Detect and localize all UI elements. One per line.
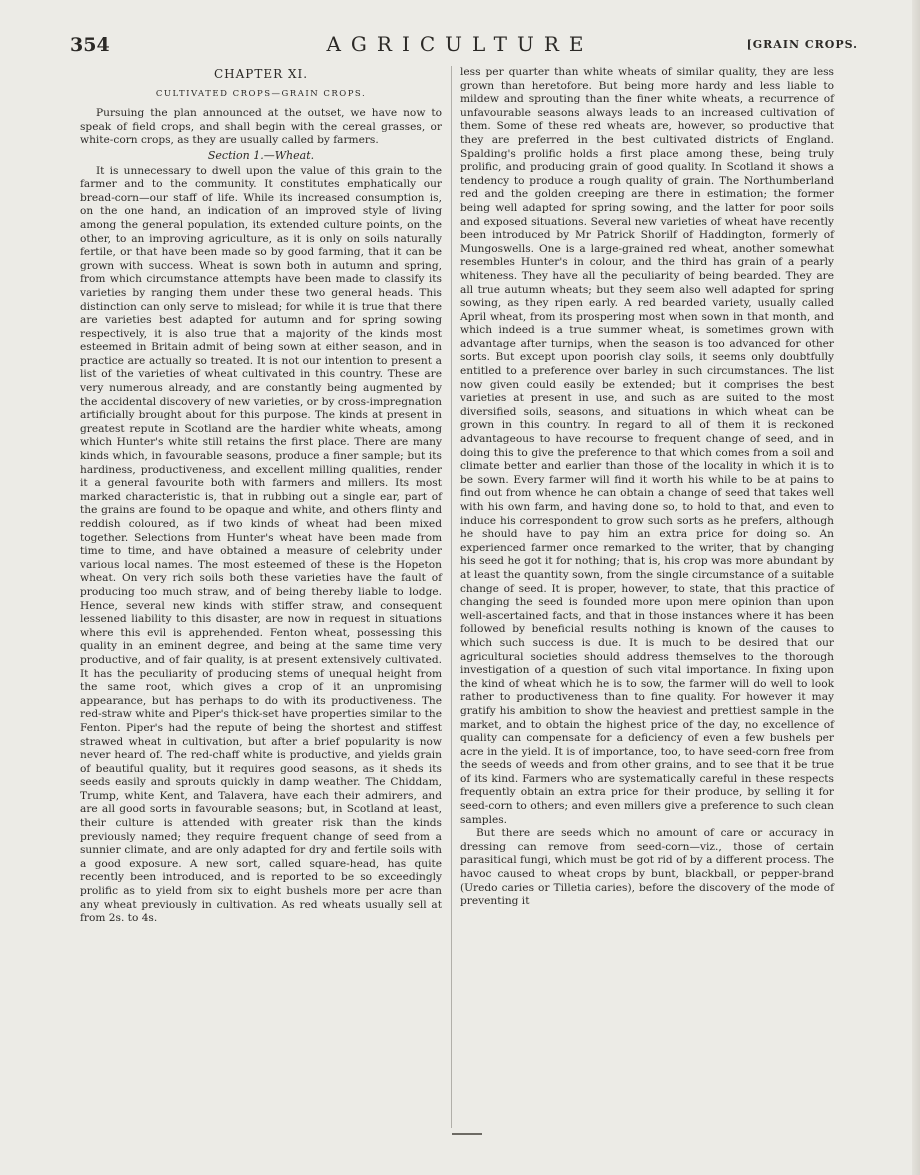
left-column	[80, 66, 442, 926]
body-paragraph: It is unnecessary to dwell upon the value of this grain to the farmer and to the community. It constitutes emphatically our bread-corn—our staff of life. While its increased consumption is, on the one hand, an indication of an improved style of living among the general population, its extended culture points, on the other, to an improving agriculture, as it is only on soils naturally fertile, or that have been made so by good farming, that it can be grown with success. Wheat is sown both in autumn and spring, from which circumstance attempts have been made to classify its varieties by ranging them under these two general heads. This distinction can only serve to mislead; for while it is true that there are varieties best adapted for autumn and for spring sowing respectively, it is also true that a majority of the kinds most esteemed in Britain admit of being sown at either season, and in practice are actually so treated. It is not our intention to present a list of the varieties of wheat cultivated in this country. These are very numerous already, and are constantly being augmented by the accidental discovery of new varieties, or by cross-impregnation artificially brought about for this purpose. The kinds at present in greatest repute in Scotland are the hardier white wheats, among which Hunter's white still retains the first place. There are many kinds which, in favourable seasons, produce a finer sample; but its hardiness, productiveness, and excellent milling qualities, render it a general favourite both with farmers and millers. Its most marked characteristic is, that in rubbing out a single ear, part of the grains are found to be opaque and white, and others flinty and reddish coloured, as if two kinds of wheat had been mixed together. Selections from Hunter's wheat have been made from time to time, and have obtained a measure of celebrity under various local names. The most esteemed of these is the Hopeton wheat. On very rich soils both these varieties have the fault of producing too much straw, and of being thereby liable to lodge. Hence, several new kinds with stiffer straw, and consequent lessened liability to this disaster, are now in request in situations where this evil is apprehended. Fenton wheat, possessing this quality in an eminent degree, and being at the same time very productive, and of fair quality, is at present extensively cultivated. It has the peculiarity of producing stems of unequal height from the same root, which gives a crop of it an unpromising appearance, but has perhaps to do with its productiveness. The red-straw white and Piper's thick-set have properties similar to the Fenton. Piper's had the repute of being the shortest and stiffest strawed wheat in cultivation, but after a brief popularity is now never heard of. The red-chaff white is productive, and yields grain of beautiful quality, but it requires good seasons, as it sheds its seeds easily and sprouts quickly in damp weather. The Chiddam, Trump, white Kent, and Talavera, have each their admirers, and are all good sorts in favourable seasons; but, in Scotland at least, their culture is attended with greater risk than the kinds previously named; they require frequent change of seed from a sunnier climate, and are only adapted for dry and fertile soils with a good exposure. A new sort, called square-head, has quite recently been introduced, and is reported to be so exceedingly prolific as to yield from six to eight bushels more per acre than any wheat previously in cultivation. As red wheats usually sell at from 2s. to 4s.	[80, 164, 442, 925]
column-divider	[451, 66, 452, 1128]
chapter-subtitle: CULTIVATED CROPS—GRAIN CROPS.	[155, 88, 367, 99]
body-paragraph: But there are seeds which no amount of care or accuracy in dressing can remove from seed-corn—viz., those of certain parasitical fungi, which must be got rid of by a different process. The havoc caused to wheat crops by bunt, blackball, or pepper-brand (Uredo caries or Tilletia caries), before the discovery of the mode of preventing it	[460, 827, 834, 908]
section-heading: Section 1.—Wheat.	[207, 148, 315, 162]
section-tag: [GRAIN CROPS.	[746, 38, 858, 51]
page-header	[0, 34, 920, 62]
footer-rule	[452, 1133, 482, 1135]
right-column	[460, 66, 834, 909]
running-title: AGRICULTURE	[326, 32, 594, 56]
intro-paragraph: Pursuing the plan announced at the outset, we have now to speak of field crops, and shall begin with the cereal grasses, or white-corn crops, as they are usually called by farmers.	[80, 107, 442, 147]
page-edge-shadow	[912, 0, 920, 1175]
body-paragraph-continued: less per quarter than white wheats of similar quality, they are less grown than heretofore. But being more hardy and less liable to mildew and sprouting than the finer white wheats, a recurrence of unfavourable seasons always leads to an increased cultivation of them. Some of these red wheats are, however, so productive that they are preferred in the best cultivated districts of England. Spalding's prolific holds a first place among these, being truly prolific, and producing grain of good quality. In Scotland it shows a tendency to produce a rough quality of grain. The Northumberland red and the golden creeping are there in estimation; the former being well adapted for spring sowing, and the latter for poor soils and exposed situations. Several new varieties of wheat have recently been introduced by Mr Patrick Shorilf of Haddington, formerly of Mungoswells. One is a large-grained red wheat, another somewhat resembles Hunter's in colour, and the third has grain of a pearly whiteness. They have all the peculiarity of being bearded. They are all true autumn wheats; but they seem also well adapted for spring sowing, as they ripen early. A red bearded variety, usually called April wheat, from its prospering most when sown in that month, and which indeed is a true summer wheat, is sometimes grown with advantage after turnips, when the season is too advanced for other sorts. But except upon poorish clay soils, it seems only doubtfully entitled to a preference over barley in such circumstances. The list now given could easily be extended; but it comprises the best varieties at present in use, and such as are suited to the most diversified soils, seasons, and situations in which wheat can be grown in this country. In regard to all of them it is reckoned advantageous to have recourse to frequent change of seed, and in doing this to give the preference to that which comes from a soil and climate better and earlier than those of the locality in which it is to be sown. Every farmer will find it worth his while to be at pains to find out from whence he can obtain a change of seed that takes well with his own farm, and having done so, to hold to that, and even to induce his correspondent to grow such sorts as he prefers, although he should have to pay him an extra price for doing so. An experienced farmer once remarked to the writer, that by changing his seed he got it for nothing; that is, his crop was more abundant by at least the quantity sown, from the single circumstance of a suitable change of seed. It is proper, however, to state, that this practice of changing the seed is founded more upon mere opinion than upon well-ascertained facts, and that in those instances where it has been followed by beneficial results nothing is known of the causes to which such success is due. It is much to be desired that our agricultural societies should address themselves to the thorough investigation of a question of such vital importance. In fixing upon the kind of wheat which he is to sow, the farmer will do well to look rather to productiveness than to fine quality. For however it may gratify his ambition to show the heaviest and prettiest sample in the market, and to obtain the highest price of the day, no excellence of quality can compensate for a deficiency of even a few bushels per acre in the yield. It is of importance, too, to have seed-corn free from the seeds of weeds and from other grains, and to see that it be true of its kind. Farmers who are systematically careful in these respects frequently obtain an extra price for their produce, by selling it for seed-corn to others; and even millers give a preference to such clean samples.	[460, 66, 834, 826]
page-number: 354	[70, 34, 110, 56]
chapter-title: CHAPTER XI.	[213, 67, 309, 81]
